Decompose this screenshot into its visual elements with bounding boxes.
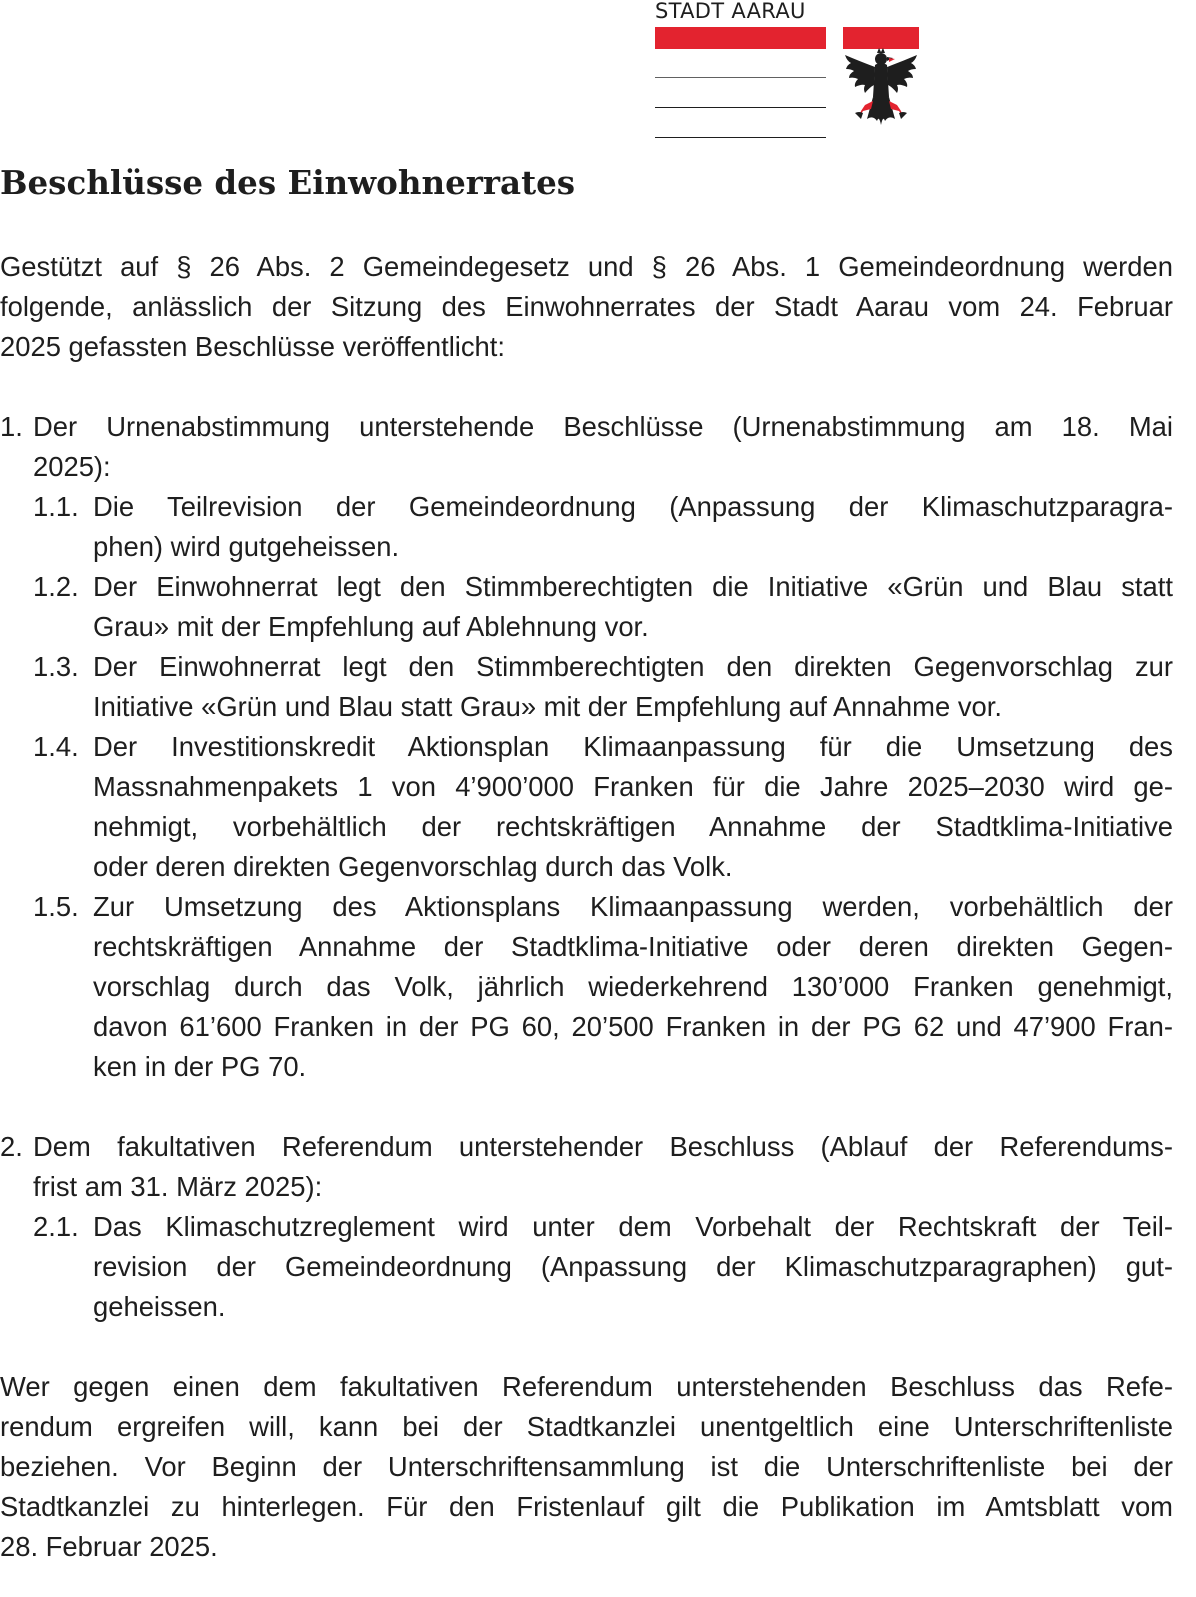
- document-title: Beschlüsse des Einwohnerrates: [0, 163, 576, 202]
- eagle-coat-of-arms-icon: [843, 27, 919, 135]
- section-heading-line: frist am 31. März 2025):: [33, 1171, 323, 1202]
- item-number: 2.1.: [33, 1211, 79, 1242]
- text-line: nehmigt, vorbehältlich der rechtskräftigen Annahme der Stadtklima-Initiative: [93, 811, 1173, 842]
- section-1: [0, 407, 1196, 1087]
- text-line: 1.1. Die Teilrevision der Gemeindeordnung (Anpassung der Klimaschutzparagra-: [0, 487, 1173, 527]
- list-item-1-4: [0, 727, 1196, 887]
- text-line: 1.5. Zur Umsetzung des Aktionsplans Klimaanpassung werden, vorbehältlich der: [0, 887, 1173, 927]
- intro-paragraph: [0, 247, 1196, 367]
- section-heading-line: 2. Dem fakultativen Referendum unterstehender Beschluss (Ablauf der Referendums-: [0, 1127, 1173, 1167]
- logo-red-bar: [655, 27, 826, 49]
- list-item-2-1: [0, 1207, 1196, 1327]
- list-item-1-3: [0, 647, 1196, 727]
- stadt-aarau-logo: [655, 0, 925, 140]
- text-line: ken in der PG 70.: [93, 1051, 307, 1082]
- section-number: 2.: [0, 1131, 23, 1162]
- section-number: 1.: [0, 411, 23, 442]
- item-number: 1.4.: [33, 731, 79, 762]
- text-line: Wer gegen einen dem fakultativen Referendum unterstehenden Beschluss das Refe-: [0, 1371, 1173, 1402]
- text-line: geheissen.: [93, 1291, 226, 1322]
- logo-text: STADT AARAU: [655, 0, 806, 23]
- section-2: [0, 1127, 1196, 1327]
- closing-paragraph: [0, 1367, 1196, 1567]
- section-heading-line: 2025):: [33, 451, 111, 482]
- text-line: revision der Gemeindeordnung (Anpassung der Klimaschutzparagraphen) gut-: [93, 1251, 1173, 1282]
- item-number: 1.3.: [33, 651, 79, 682]
- text-line: oder deren direkten Gegenvorschlag durch das Volk.: [93, 851, 733, 882]
- section-heading-line: 1. Der Urnenabstimmung unterstehende Beschlüsse (Urnenabstimmung am 18. Mai: [0, 407, 1173, 447]
- logo-rule: [655, 107, 826, 108]
- text-line: 2.1. Das Klimaschutzreglement wird unter dem Vorbehalt der Rechtskraft der Teil-: [0, 1207, 1173, 1247]
- text-line: Grau» mit der Empfehlung auf Ablehnung vor.: [93, 611, 649, 642]
- text-line: Initiative «Grün und Blau statt Grau» mit der Empfehlung auf Annahme vor.: [93, 691, 1002, 722]
- text-line: rechtskräftigen Annahme der Stadtklima-Initiative oder deren direkten Gegen-: [93, 931, 1173, 962]
- text-line: Gestützt auf § 26 Abs. 2 Gemeindegesetz und § 26 Abs. 1 Gemeindeordnung werden: [0, 251, 1173, 282]
- text-line: 1.4. Der Investitionskredit Aktionsplan Klimaanpassung für die Umsetzung des: [0, 727, 1173, 767]
- list-item-1-1: [0, 487, 1196, 567]
- logo-rule: [655, 137, 826, 138]
- text-line: Massnahmenpakets 1 von 4’900’000 Franken für die Jahre 2025–2030 wird ge-: [93, 771, 1173, 802]
- item-number: 1.5.: [33, 891, 79, 922]
- text-line: Stadtkanzlei zu hinterlegen. Für den Fristenlauf gilt die Publikation im Amtsblatt vom: [0, 1491, 1173, 1522]
- text-line: rendum ergreifen will, kann bei der Stadtkanzlei unentgeltlich eine Unterschriftenliste: [0, 1411, 1173, 1442]
- text-line: 28. Februar 2025.: [0, 1531, 218, 1562]
- text-line: folgende, anlässlich der Sitzung des Einwohnerrates der Stadt Aarau vom 24. Februar: [0, 291, 1173, 322]
- text-line: davon 61’600 Franken in der PG 60, 20’500 Franken in der PG 62 und 47’900 Fran-: [93, 1011, 1173, 1042]
- text-line: 1.2. Der Einwohnerrat legt den Stimmberechtigten die Initiative «Grün und Blau statt: [0, 567, 1173, 607]
- text-line: phen) wird gutgeheissen.: [93, 531, 400, 562]
- item-number: 1.2.: [33, 571, 79, 602]
- text-line: 2025 gefassten Beschlüsse veröffentlicht:: [0, 331, 506, 362]
- list-item-1-5: [0, 887, 1196, 1087]
- text-line: beziehen. Vor Beginn der Unterschriftensammlung ist die Unterschriftenliste bei der: [0, 1451, 1173, 1482]
- document-body: [0, 247, 1196, 1567]
- text-line: vorschlag durch das Volk, jährlich wiederkehrend 130’000 Franken genehmigt,: [93, 971, 1173, 1002]
- text-line: 1.3. Der Einwohnerrat legt den Stimmberechtigten den direkten Gegenvorschlag zur: [0, 647, 1173, 687]
- list-item-1-2: [0, 567, 1196, 647]
- logo-rule: [655, 77, 826, 78]
- item-number: 1.1.: [33, 491, 79, 522]
